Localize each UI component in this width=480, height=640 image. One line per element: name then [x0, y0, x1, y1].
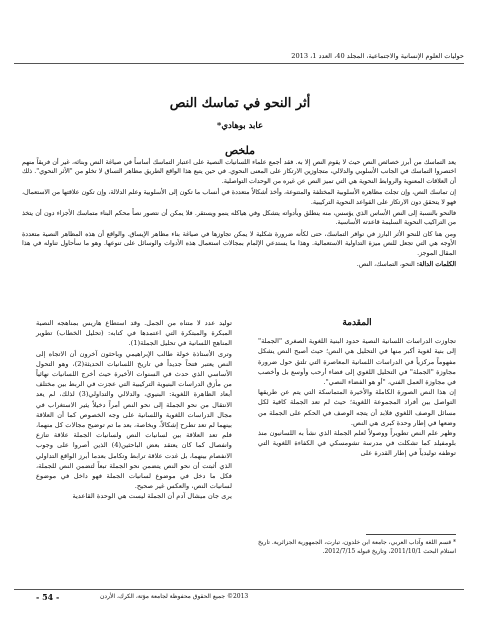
body-paragraph: يرى جان ميشال آدم أن الجملة ليست هي الوحدة القاعدية	[72, 492, 232, 501]
body-paragraph: وظهر علم النص تطويراً ووصولاً لعلم الجملة الذي نشأ به اللسانيون منذ بلومفيلد كما تشكلت في مدرسة تشومسكي في الكفاءة اللغوية التي توظفه توليدياً في إطار القدرة على	[258, 429, 456, 458]
right-column	[258, 318, 456, 459]
author-footnote: * قسم اللغة وآداب العربي، جامعة ابن خلدون، تيارت، الجمهورية الجزائرية. تاريخ استلام البحث 2011/10/1، وتاريخ قبوله 2012/7/15.	[258, 539, 456, 555]
body-paragraph: توليد عدد لا متناه من الجمل. وقد استطاع هاريس بمناهجه النصية المبكرة والمبتكرة التي اعتمدها في كتابه: (تحليل الخطاب) تطوير المناهج اللسانية في تحليل الجملة(1).	[36, 319, 232, 348]
abstract-paragraph: فالنحو بالنسبة إلى النص الأساس الذي يؤسس، منه ينطلق وبأدواته يتشكل وفي هياكله ينمو ويستقر. فلا يمكن أن نتصور نصاً محكم البناء متماسك الأجزاء دون أن يتخذ من التراكيب النحوية السليمة قاعدته الأساسية.	[22, 210, 456, 227]
copyright-notice: 2013© جميع الحقوق محفوظة لجامعة مؤتة، الكرك، الأردن	[100, 593, 249, 600]
abstract-body	[22, 158, 456, 271]
keywords-line	[22, 260, 456, 269]
header-divider	[14, 63, 464, 64]
body-paragraph: وترى الأستاذة خولة طالب الإبراهيمي وباحثون آخرون أن الاتجاه إلى النص يعتبر فتحاً جديداً في تاريخ اللسانيات الحديثة(2)، وهو التحول الأساسي الذي حدث في السنوات الأخيرة حيث أخرج اللسانيات نهائياً من مأزق الدراسات البنيوية التركيبية التي عجزت في الربط بين مختلف أبعاد الظاهرة اللغوية: البنيوي، والدلالي والتداولي(3) لذلك، لم يعد الانتقال من نحو الجملة إلى نحو النص أمراً دخيلاً يثير الاستغراب في مجال الدراسات اللغوية واللسانية على وجه الخصوص كما أن العلاقة بينهما لم تعد تطرح إشكالاً، وبخاصة، بعد ما تم توضيح مجالات كل منهما، فلم تعد العلاقة بين لسانيات النص ولسانيات الجملة علاقة تنازع وانفصال كما كان يعتقد بعض الباحثين(4) الذين أصروا على وجوب الانفصام بينهما، بل غدت علاقة ترابط وتكامل بعدما أبرز الواقع التداولي الذي أثبتت أن نحو النص يتضمن نحو الجملة تبعاً لتضمن النص للجملة، فكل ما دخل في موضوع لسانيات الجملة فهو داخل في موضوع لسانيات النص، والعكس غير صحيح.	[36, 349, 232, 491]
abstract-paragraph: إن تماسك النص، وإن تجلت مظاهره الأسلوبية المختلفة والمتنوعة، وأخذ أشكالاً متعددة في أنساب ما تكون إلى الأسلوبية وعلم الدلالة، وإن تكون علاقتها من الاستعمال، فهو لا يتحقق دون الارتكاز على القواعد النحوية التركيبية.	[22, 189, 456, 206]
article-author: عابد بوهادي*	[216, 121, 264, 131]
abstract-heading: ملخص	[224, 144, 256, 157]
keywords: النحو، التماسك، النص.	[356, 261, 415, 269]
keywords-label: الكلمات الدالة:	[416, 261, 456, 269]
left-column	[36, 318, 232, 502]
abstract-paragraph: ومن هنا كان للنحو الأثر البارز في توافر التماسك، حتى لكأنه ضرورة شكلية لا يمكن تجاوزها في صياغة بناء مظاهر الإيساق. والواقع أن هذه المظاهر النصية متعددة الأوجه هي التي تجعل للنص ميزة التداولية الاستعمالية. وهذا ما يستدعي الإلمام بمجالات استعمال هذه الأدوات والوسائل على تنوعها. وهو ما سأحاول تناوله في هذا المقال الموجز.	[22, 230, 456, 257]
running-header: حوليات العلوم الإنسانية والاجتماعية، المجلد 40، العدد 1، 2013	[291, 52, 464, 60]
article-title: أثر النحو في تماسك النص	[169, 96, 311, 111]
footer-divider	[14, 589, 464, 590]
body-paragraph: إن هذا النص الصورة الكاملة والأخيرة المتماسكة التي يتم عن طريقها التواصل بين أفراد المجموعة اللغوية؛ حيث لم تعد الجملة كافية لكل مسائل الوصف اللغوي فلابد أن يتجه الوصف في الحكم على الجملة من وضعها في إطار وحدة كبرى هي النص.	[258, 388, 456, 427]
body-paragraph: تجاوزت الدراسات اللسانية النصية حدود البنية اللغوية الصغرى "الجملة" إلى بنية لغوية أكبر منها في التحليل هي النص؛ حيث أصبح النص يشكل مفهوماً مركزياً في الدراسات اللسانية المعاصرة التي تلتق حول ضرورة مجاوزة "الجملة" في التحليل اللغوي إلى فضاء أرحب وأوسع بل وأخصب في مجاوزة العمل الفني، "أو هو الفضاء النصي".	[258, 337, 456, 387]
footnote-divider	[366, 534, 456, 535]
introduction-heading: المقدمة	[342, 318, 372, 328]
abstract-paragraph: يعد التماسك من أبرز خصائص النص حيث لا يقوم النص إلا به. فقد أجمع علماء اللسانيات النصية على اعتبار التماسك أساساً في صياغة النص وبنائه، غير أن فريقاً منهم اختصروا التماسك في الجانب الأسلوبي والدلالي، متجاوزين الارتكاز على المعنى النحوي. في حين يتبع هذا الواقع الطريق مظاهر التساق لا تخلو من "الأثر النحوي". ذلك أن العلاقات المعنوية والروابط النحوية هي التي تميز النص عن غيره من الوحدات التواصلية.	[22, 159, 456, 185]
page-number: - 54 -	[36, 592, 60, 602]
